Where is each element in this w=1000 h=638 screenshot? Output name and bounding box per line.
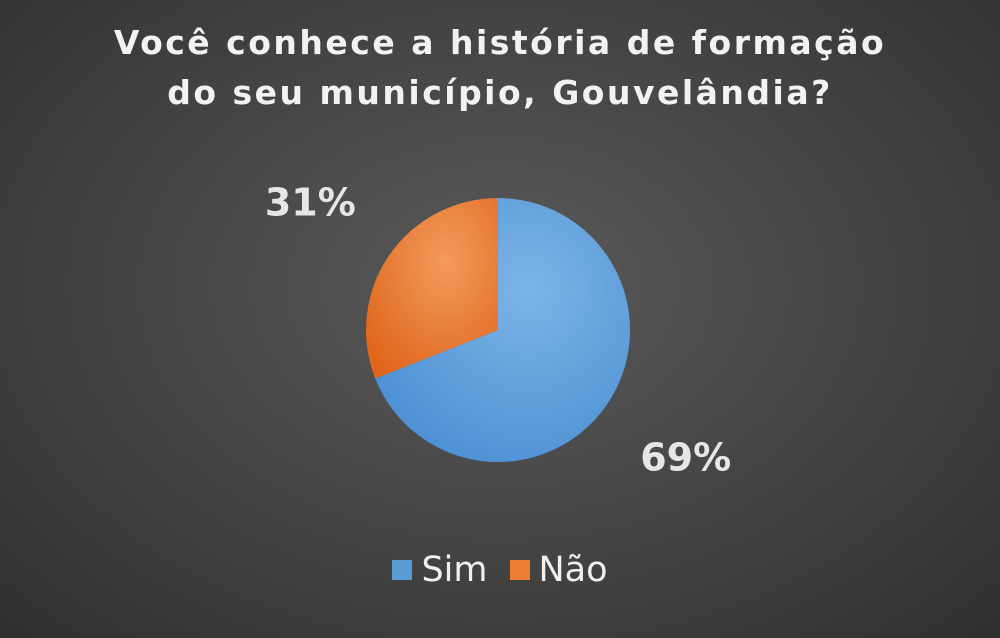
legend-label-nao: Não — [538, 550, 608, 590]
data-label-nao: 31% — [264, 180, 356, 225]
chart-title-line-1: Você conhece a história de formação — [113, 23, 887, 62]
legend — [0, 548, 1000, 592]
legend-item-nao — [510, 548, 608, 592]
legend-item-sim — [392, 548, 487, 592]
legend-label-sim: Sim — [421, 550, 488, 590]
legend-swatch-nao — [510, 560, 530, 580]
data-label-sim: 69% — [640, 435, 732, 480]
chart-title-line-2: do seu município, Gouvelândia? — [167, 73, 833, 112]
pie-slices — [366, 198, 630, 462]
legend-swatch-sim — [392, 560, 412, 580]
